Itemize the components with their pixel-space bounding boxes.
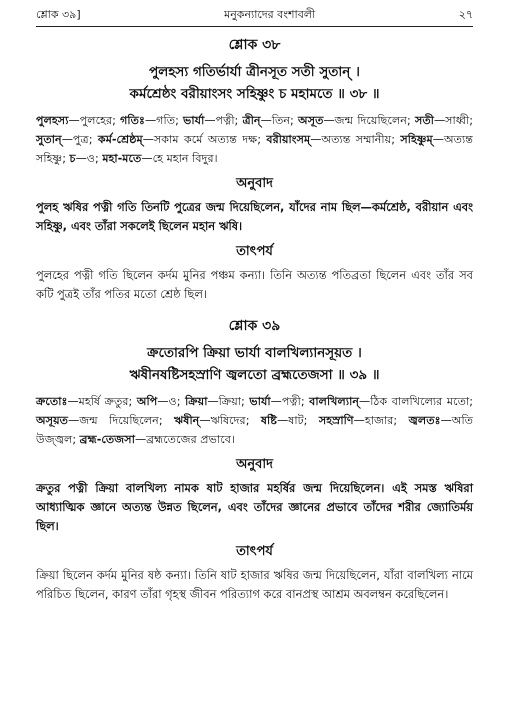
verse-39-synonyms: ক্রতোঃ—মহর্ষি ক্রতুর; অপি—ও; ক্রিয়া—ক্রিয়া; ভার্যা—পত্নী; বালখিল্যান্—ঠিক বালখিল্যের মতো; অসূয়ত—জন্ম দিয়েছিলেন; ঋষীন্—ঋষিদের; ষষ্টি—ষাট; সহস্রাণি—হাজার; জ্বলতঃ—অতি উজ্জ্বল; ব্রহ্ম-তেজসা—ব্রহ্মতেজের প্রভাবে। <box>36 395 474 446</box>
verse-39-translation: ক্রতুর পত্নী ক্রিয়া বালখিল্য নামক ষাট হাজার মহর্ষির জন্ম দিয়েছিলেন। এই সমস্ত ঋষিরা আধ্যাত্মিক জ্ঞানে অত্যন্ত উন্নত ছিলেন, এবং তাঁদের জ্ঞানের প্রভাবে তাঁদের শরীর জ্যোতির্ময় ছিল। <box>36 481 473 533</box>
synonym-term: পুলহস্য <box>36 114 69 127</box>
synonym-term: অসূত <box>298 114 324 127</box>
synonym-term: বালখিল্যান্ <box>309 395 359 408</box>
synonym-meaning: সাধ্বী <box>445 114 470 127</box>
synonym-meaning: ও <box>168 395 177 408</box>
verse-39-line-2: ঋষীনষষ্টিসহস্রাণি জ্বলতো ব্রহ্মতেজসা ॥ ৩৯ ॥ <box>129 367 380 383</box>
synonym-term: সুতান্ <box>36 133 62 146</box>
synonym-term: ঋষীন্ <box>174 414 200 427</box>
verse-38-synonyms: পুলহস্য—পুলহের; গতিঃ—গতি; ভার্যা—পত্নী; ত্রীন্—তিন; অসূত—জন্ম দিয়েছিলেন; সতী—সাধ্বী; সুতান্—পুত্র; কর্ম-শ্রেষ্ঠম্—সকাম কর্মে অত্যন্ত দক্ষ; বরীয়াংসম্—অত্যন্ত সম্মানীয়; সহিষ্ণুম্—অত্যন্ত সহিষ্ণু; চ—ও; মহা-মতে—হে মহান বিদুর। <box>36 114 474 165</box>
synonym-meaning: জন্ম দিয়েছিলেন <box>79 414 159 427</box>
synonym-term: গতিঃ <box>120 114 145 127</box>
synonym-term: কর্ম-শ্রেষ্ঠম্ <box>97 133 143 146</box>
verse-39-number: শ্লোক ৩৯ <box>228 318 281 334</box>
synonym-meaning: জন্ম দিয়েছিলেন <box>334 114 407 127</box>
synonym-term: জ্বলতঃ <box>408 414 441 427</box>
synonym-meaning: অত্যন্ত সম্মানীয় <box>321 133 392 146</box>
synonym-meaning: ও <box>86 152 95 165</box>
synonym-meaning: ঋষিদের <box>210 414 246 427</box>
synonym-meaning: অত্যন্ত সহিষ্ণু <box>36 133 473 165</box>
synonym-meaning: গতি <box>156 114 176 127</box>
synonym-meaning: ষাট <box>288 414 304 427</box>
verse-38-purport: পুলহের পত্নী গতি ছিলেন কর্দম মুনির পঞ্চম কন্যা। তিনি অত্যন্ত পতিব্রতা ছিলেন এবং তাঁর সব কটি পুত্রই তাঁর পতির মতো শ্রেষ্ঠ ছিল। <box>36 268 473 301</box>
header-rule <box>36 26 473 27</box>
synonym-meaning: তিন <box>271 114 291 127</box>
verse-39-purport-heading: তাৎপর্য <box>236 544 273 559</box>
verse-39-translation-heading: অনুবাদ <box>236 457 273 472</box>
synonym-term: ব্রহ্ম-তেজসা <box>79 433 135 446</box>
verse-39-line-1: ক্রতোরপি ক্রিয়া ভার্যা বালখিল্যানসূয়ত । <box>147 345 362 361</box>
verse-38-translation-heading: অনুবাদ <box>236 176 273 191</box>
synonym-term: সহিষ্ণুম্ <box>400 133 433 146</box>
running-header <box>36 6 473 24</box>
synonym-meaning: পত্নী <box>215 114 235 127</box>
synonym-term: ষষ্টি <box>260 414 277 427</box>
verse-38-number: শ্লোক ৩৮ <box>228 37 281 53</box>
synonym-meaning: পুত্র <box>72 133 89 146</box>
synonym-term: মহা-মতে <box>102 152 142 165</box>
verse-38-translation: পুলহ ঋষির পত্নী গতি তিনটি পুত্রের জন্ম দিয়েছিলেন, যাঁদের নাম ছিল—কর্মশ্রেষ্ঠ, বরীয়ান এবং সহিষ্ণু, এবং তাঁরা সকলেই ছিলেন মহান ঋষি। <box>36 200 473 233</box>
synonym-term: অসূয়ত <box>36 414 69 427</box>
synonym-meaning: ঠিক বালখিল্যের মতো <box>370 395 470 408</box>
verse-38-purport-heading: তাৎপর্য <box>236 244 273 259</box>
synonym-term: ক্রিয়া <box>185 395 208 408</box>
synonym-term: চ <box>69 152 76 165</box>
synonym-meaning: হাজার <box>364 414 394 427</box>
synonym-term: ত্রীন্ <box>242 114 261 127</box>
synonym-term: বরীয়াংসম্ <box>266 133 311 146</box>
synonym-meaning: ক্রিয়া <box>218 395 242 408</box>
synonym-meaning: অতি উজ্জ্বল <box>36 414 474 446</box>
synonym-term: অপি <box>136 395 158 408</box>
synonym-term: সতী <box>414 114 434 127</box>
verse-39-purport: ক্রিয়া ছিলেন কর্দম মুনির ষষ্ঠ কন্যা। তিনি ষাট হাজার ঋষির জন্ম দিয়েছিলেন, যাঁরা বালখিল্য নামে পরিচিত ছিলেন, কারণ তাঁরা গৃহস্থ জীবন পরিত্যাগ করে বানপ্রস্থ আশ্রম অবলম্বন করেছিলেন। <box>36 568 473 601</box>
header-chapter-title: মনুকন্যাদের বংশাবলী <box>224 8 316 21</box>
synonym-meaning: মহর্ষি ক্রতুর <box>78 395 129 408</box>
synonym-meaning: হে মহান বিদুর <box>152 152 214 165</box>
header-page-number: ২৭ <box>458 8 473 21</box>
header-verse-ref: শ্লোক ৩৯] <box>36 8 81 21</box>
verse-38-line-1: পুলহস্য গতির্ভার্যা ত্রীনসূত সতী সুতান্ । <box>149 64 360 80</box>
synonym-meaning: সকাম কর্মে অত্যন্ত দক্ষ <box>153 133 258 146</box>
synonym-meaning: পত্নী <box>281 395 301 408</box>
synonym-term: সহস্রাণি <box>318 414 354 427</box>
verse-38-line-2: কর্মশ্রেষ্ঠং বরীয়াংসং সহিষ্ণুং চ মহামতে ॥ ৩৮ ॥ <box>129 86 380 102</box>
synonym-meaning: ব্রহ্মতেজের প্রভাবে <box>146 433 231 446</box>
synonym-term: ভার্যা <box>183 114 205 127</box>
synonym-term: ক্রতোঃ <box>36 395 68 408</box>
synonym-meaning: পুলহের <box>79 114 113 127</box>
synonym-term: ভার্যা <box>249 395 271 408</box>
